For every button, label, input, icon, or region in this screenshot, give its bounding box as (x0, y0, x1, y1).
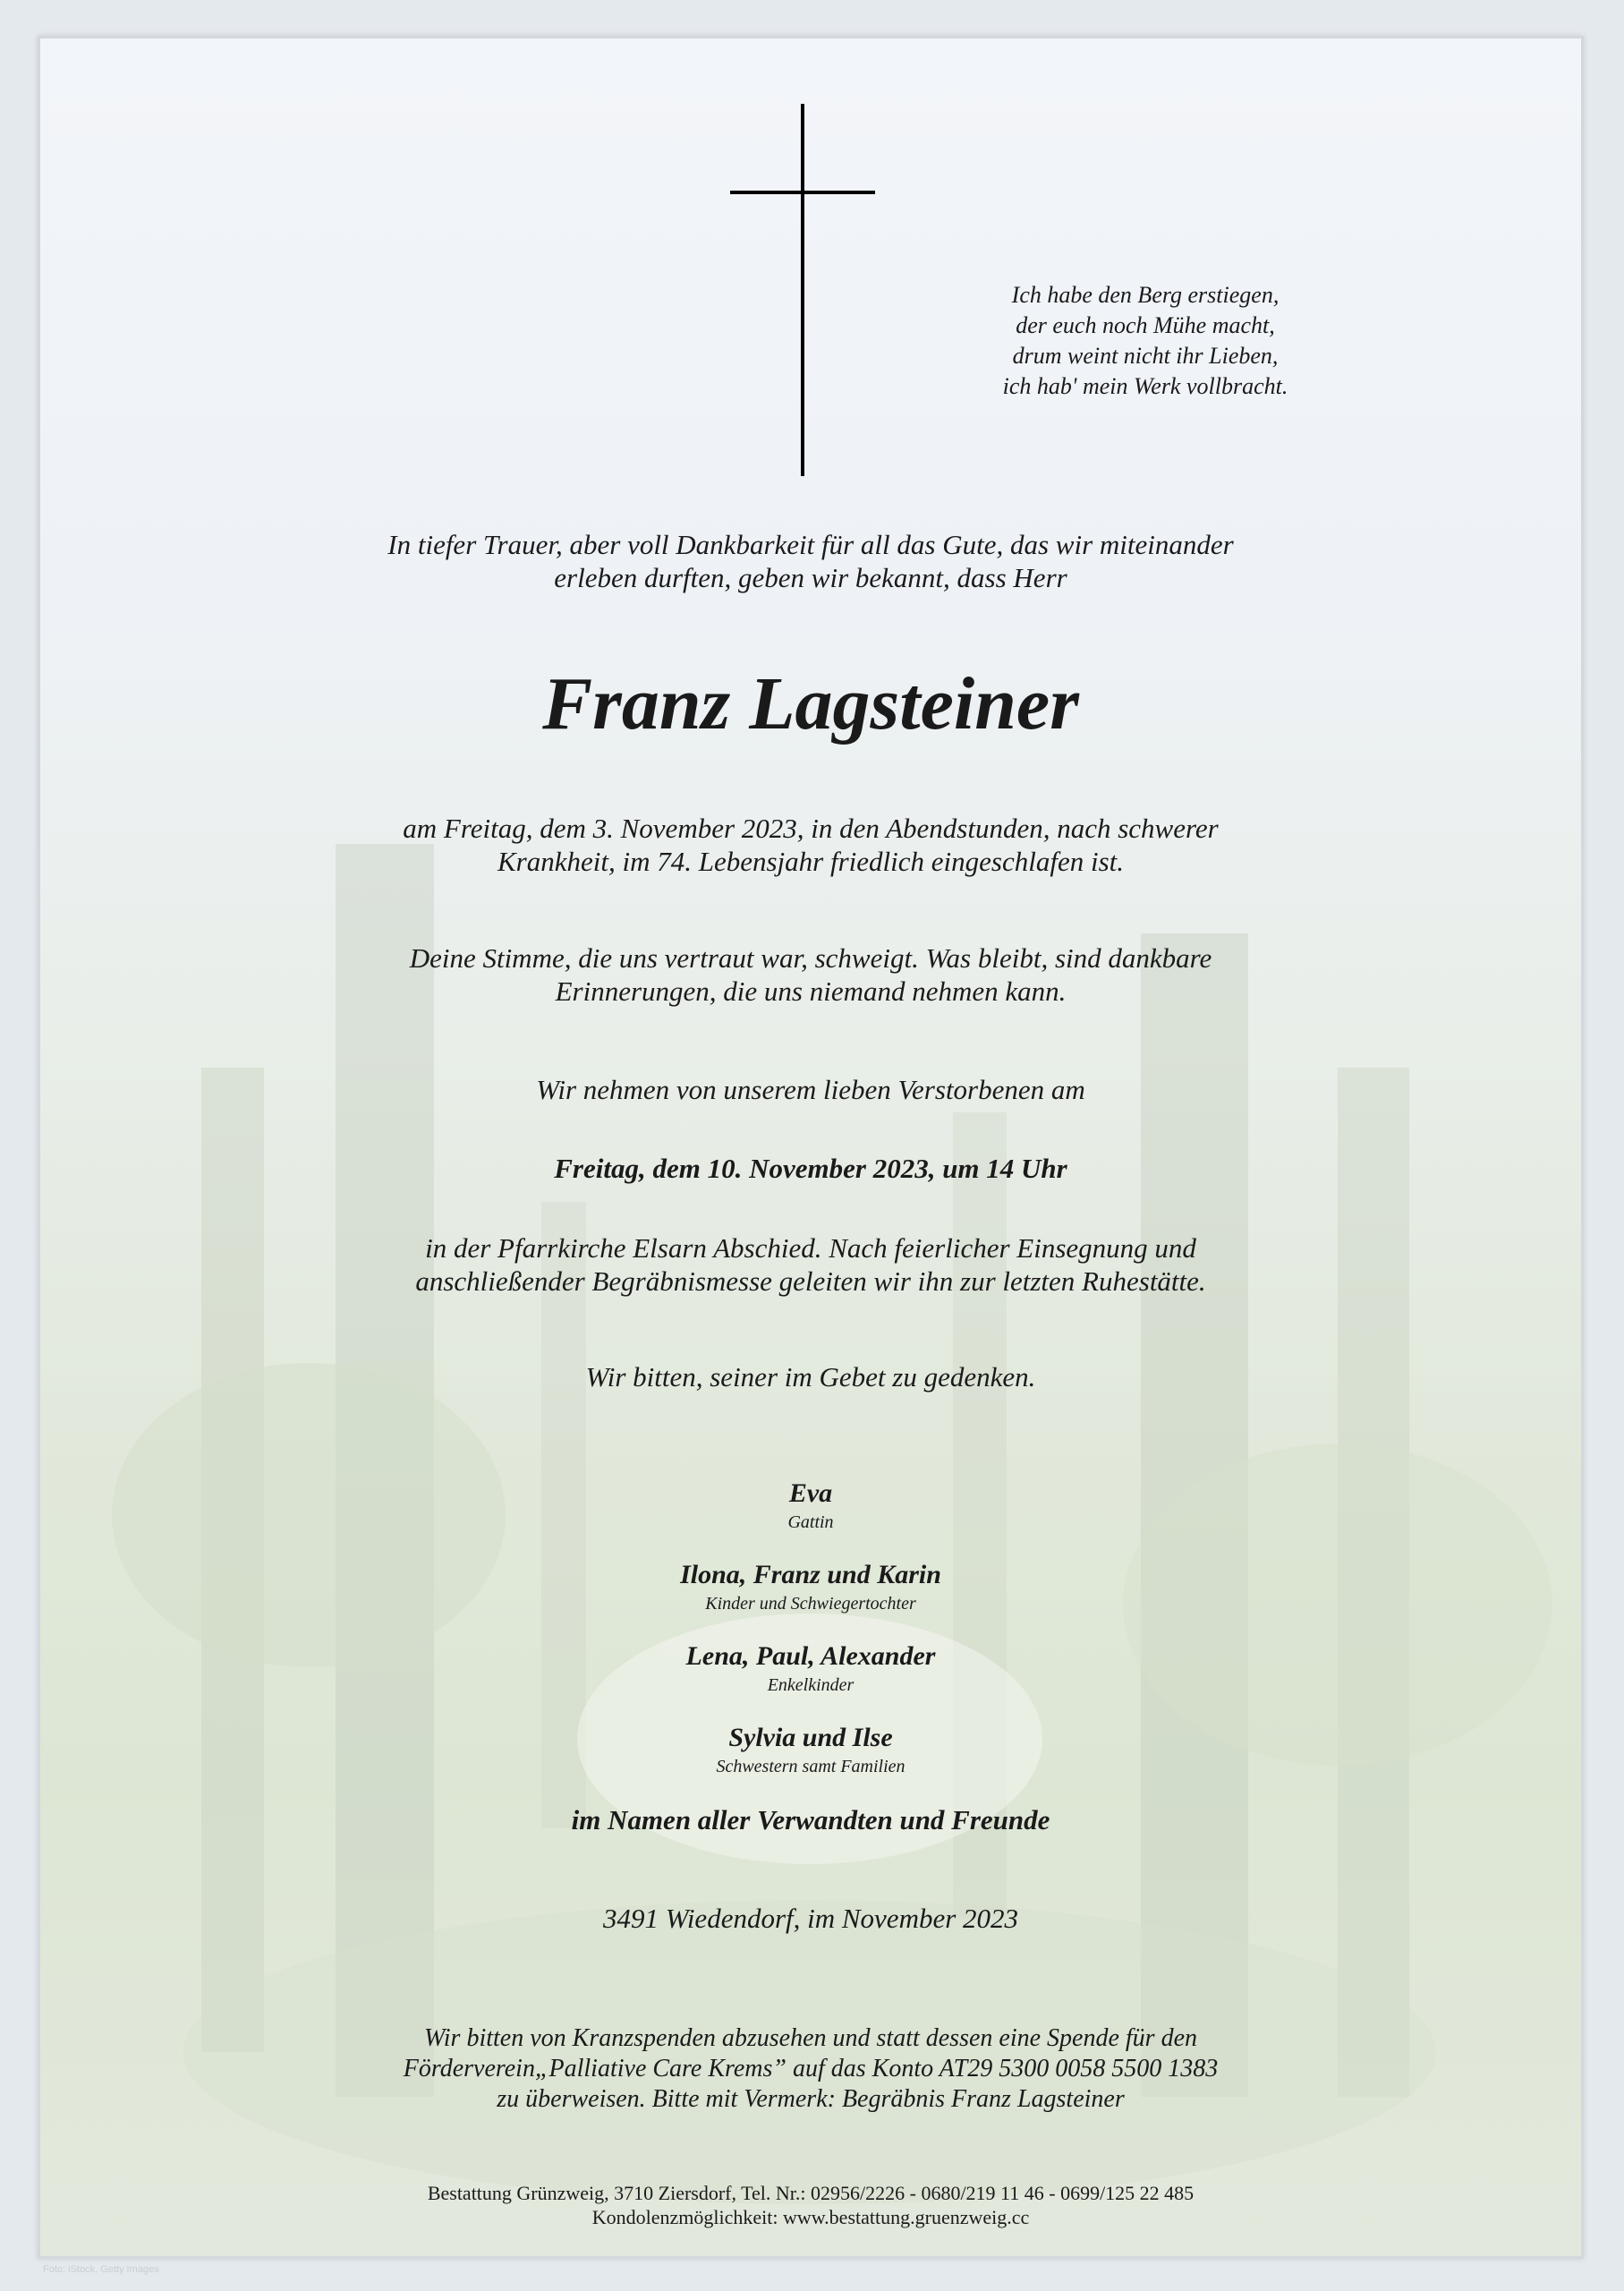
mourner-name: Lena, Paul, Alexander (685, 1641, 936, 1671)
announcement-intro: In tiefer Trauer, aber voll Dankbarkeit für all das Gute, das wir miteinander erleben durften, geben wir bekannt, dass Herr (387, 529, 1234, 593)
funeral-home-info: Bestattung Grünzweig, 3710 Ziersdorf, Tel. Nr.: 02956/2226 - 0680/219 11 46 - 0699/125 22 485 (427, 2182, 1195, 2204)
photo-credit: Foto: iStock, Getty Images (43, 2264, 159, 2275)
death-details: am Freitag, dem 3. November 2023, in den Abendstunden, nach schwerer Krankheit, im 74. Lebensjahr friedlich eingeschlafen ist. (403, 813, 1219, 877)
mourner-role: Kinder und Schwiegertochter (705, 1594, 916, 1614)
prayer-request: Wir bitten, seiner im Gebet zu gedenken. (585, 1361, 1036, 1392)
remembrance-text: Deine Stimme, die uns vertraut war, schweigt. Was bleibt, sind dankbare Erinnerungen, die uns niemand nehmen kann. (409, 942, 1212, 1007)
relatives-line: im Namen aller Verwandten und Freunde (571, 1804, 1050, 1835)
mourner-role: Schwestern samt Familien (716, 1757, 906, 1776)
deceased-name: Franz Lagsteiner (542, 662, 1079, 745)
mourner-name: Eva (788, 1478, 833, 1508)
cross-crossbar (730, 191, 875, 194)
funeral-date: Freitag, dem 10. November 2023, um 14 Uhr (554, 1153, 1067, 1184)
donation-note: Wir bitten von Kranzspenden abzusehen und statt dessen eine Spende für den Förderverein„Palliative Care Krems” auf das Konto AT29 5300 0058 5500 1383 zu überweisen. Bitte mit Vermerk: Begräbnis Franz Lagsteiner (403, 2024, 1219, 2113)
mourner-name: Ilona, Franz und Karin (680, 1560, 941, 1589)
ceremony-details: in der Pfarrkirche Elsarn Abschied. Nach feierlicher Einsegnung und anschließender Begräbnismesse geleiten wir ihn zur letzten Ruhestätte. (415, 1232, 1206, 1297)
obituary-card (38, 36, 1584, 2259)
condolence-link: Kondolenzmöglichkeit: www.bestattung.gruenzweig.cc (591, 2206, 1030, 2228)
place-and-date: 3491 Wiedendorf, im November 2023 (602, 1903, 1019, 1934)
farewell-intro: Wir nehmen von unserem lieben Verstorbenen am (536, 1074, 1085, 1105)
mourner-role: Enkelkinder (767, 1675, 855, 1695)
mourner-role: Gattin (787, 1512, 834, 1532)
cross-symbol (801, 104, 804, 476)
memorial-quote: Ich habe den Berg erstiegen, der euch noch Mühe macht, drum weint nicht ihr Lieben, ich hab' mein Werk vollbracht. (1002, 282, 1288, 399)
mourner-name: Sylvia und Ilse (728, 1723, 893, 1752)
